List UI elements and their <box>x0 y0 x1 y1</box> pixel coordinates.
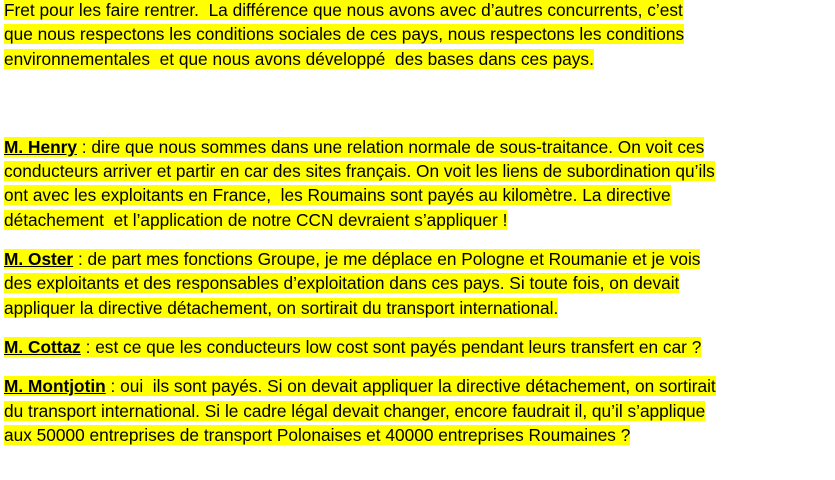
document-page <box>4 0 835 447</box>
text-line: : dire que nous sommes dans une relation normale de sous-traitance. On voit ces <box>76 136 705 157</box>
paragraph-montjotin <box>4 374 835 447</box>
paragraph-cottaz <box>4 335 835 359</box>
text-line: aux 50000 entreprises de transport Polonaises et 40000 entreprises Roumaines ? <box>4 424 631 445</box>
text-line: environnementales et que nous avons développé des bases dans ces pays. <box>4 48 594 69</box>
text-line: conducteurs arriver et partir en car des sites français. On voit les liens de subordination qu’ils <box>4 161 715 182</box>
speaker-name: M. Oster <box>4 249 74 270</box>
text-line: Fret pour les faire rentrer. La différence que nous avons avec d’autres concurrents, c’est <box>4 0 683 20</box>
text-line: des exploitants et des responsables d’exploitation dans ces pays. Si toute fois, on devait <box>4 273 680 294</box>
text-line: détachement et l’application de notre CCN devraient s’appliquer ! <box>4 209 508 230</box>
text-line: : oui ils sont payés. Si on devait appliquer la directive détachement, on sortirait <box>105 376 716 397</box>
text-line: : est ce que les conducteurs low cost sont payés pendant leurs transfert en car ? <box>80 336 702 357</box>
speaker-name: M. Henry <box>4 136 77 157</box>
speaker-name: M. Montjotin <box>4 376 106 397</box>
text-line: appliquer la directive détachement, on sortirait du transport international. <box>4 297 559 318</box>
text-line: ont avec les exploitants en France, les Roumains sont payés au kilomètre. La directive <box>4 185 671 206</box>
paragraph-henry <box>4 135 835 232</box>
text-line: : de part mes fonctions Groupe, je me déplace en Pologne et Roumanie et je vois <box>73 249 701 270</box>
text-line: du transport international. Si le cadre légal devait changer, encore faudrait il, qu’il s’applique <box>4 400 706 421</box>
paragraph-oster <box>4 247 835 320</box>
speaker-name: M. Cottaz <box>4 336 81 357</box>
paragraph-intro <box>4 0 835 71</box>
text-line: que nous respectons les conditions sociales de ces pays, nous respectons les conditions <box>4 24 685 45</box>
